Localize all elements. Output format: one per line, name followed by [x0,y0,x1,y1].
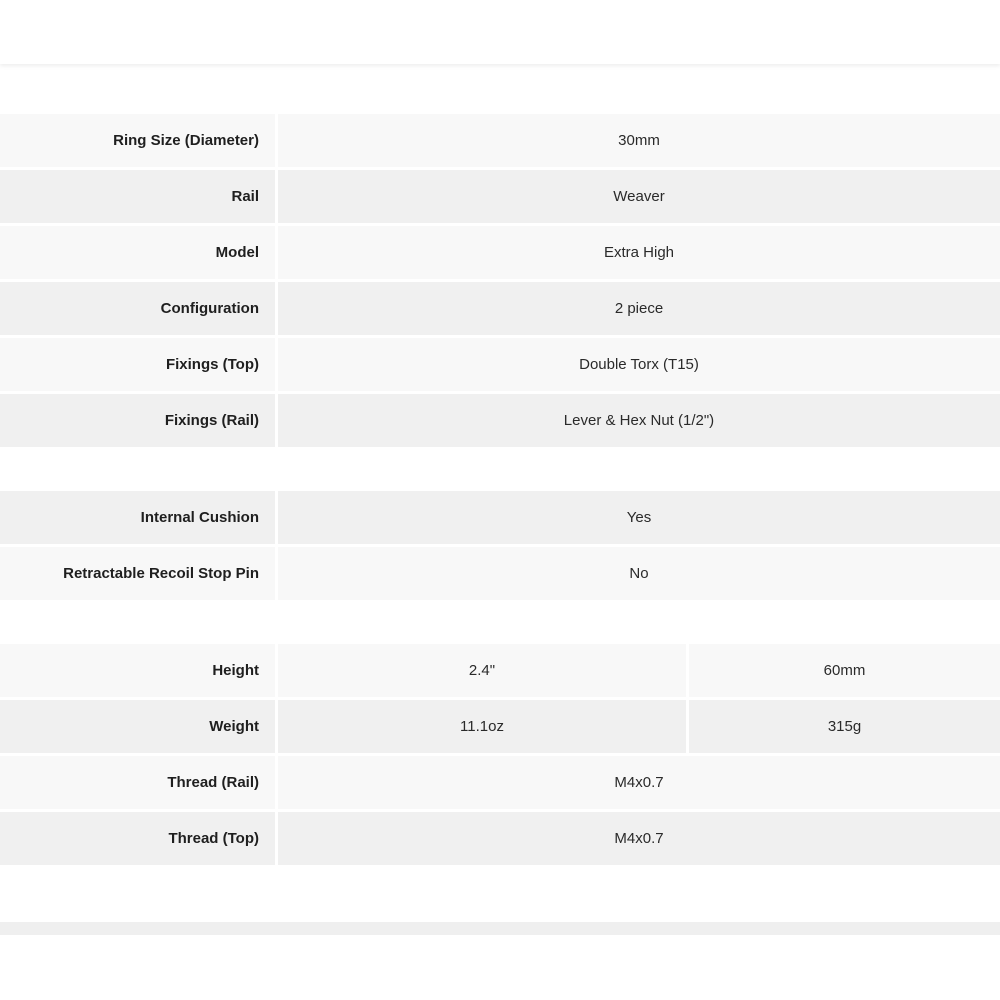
spec-value: M4x0.7 [278,812,1000,865]
spec-value: 2 piece [278,282,1000,335]
spec-label: Rail [0,170,275,223]
spec-row-ring-size [0,114,1000,167]
spec-row-thread-top [0,812,1000,865]
spec-table-dimensions [0,644,1000,868]
spec-label: Thread (Rail) [0,756,275,809]
spec-table-mounting [0,114,1000,450]
spec-row-weight [0,700,1000,753]
spec-row-fixings-rail [0,394,1000,447]
spec-row-recoil-stop-pin [0,547,1000,600]
spec-row-thread-rail [0,756,1000,809]
spec-label: Configuration [0,282,275,335]
spec-value-imperial: 2.4" [278,644,686,697]
footer-divider-bar [0,922,1000,935]
spec-value-metric: 60mm [689,644,1000,697]
spec-value: Yes [278,491,1000,544]
spec-value: Extra High [278,226,1000,279]
spec-table-features [0,491,1000,603]
top-header-bar [0,0,1000,64]
spec-row-configuration [0,282,1000,335]
spec-value-metric: 315g [689,700,1000,753]
spec-label: Model [0,226,275,279]
spec-label: Thread (Top) [0,812,275,865]
spec-label: Height [0,644,275,697]
spec-value-imperial: 11.1oz [278,700,686,753]
spec-row-rail [0,170,1000,223]
spec-value: Lever & Hex Nut (1/2") [278,394,1000,447]
spec-value: Weaver [278,170,1000,223]
spec-value: 30mm [278,114,1000,167]
spec-label: Weight [0,700,275,753]
spec-row-model [0,226,1000,279]
spec-value: M4x0.7 [278,756,1000,809]
spec-label: Ring Size (Diameter) [0,114,275,167]
spec-row-fixings-top [0,338,1000,391]
spec-row-internal-cushion [0,491,1000,544]
spec-label: Retractable Recoil Stop Pin [0,547,275,600]
spec-value: No [278,547,1000,600]
spec-label: Fixings (Top) [0,338,275,391]
spec-value: Double Torx (T15) [278,338,1000,391]
spec-label: Internal Cushion [0,491,275,544]
spec-label: Fixings (Rail) [0,394,275,447]
spec-row-height [0,644,1000,697]
